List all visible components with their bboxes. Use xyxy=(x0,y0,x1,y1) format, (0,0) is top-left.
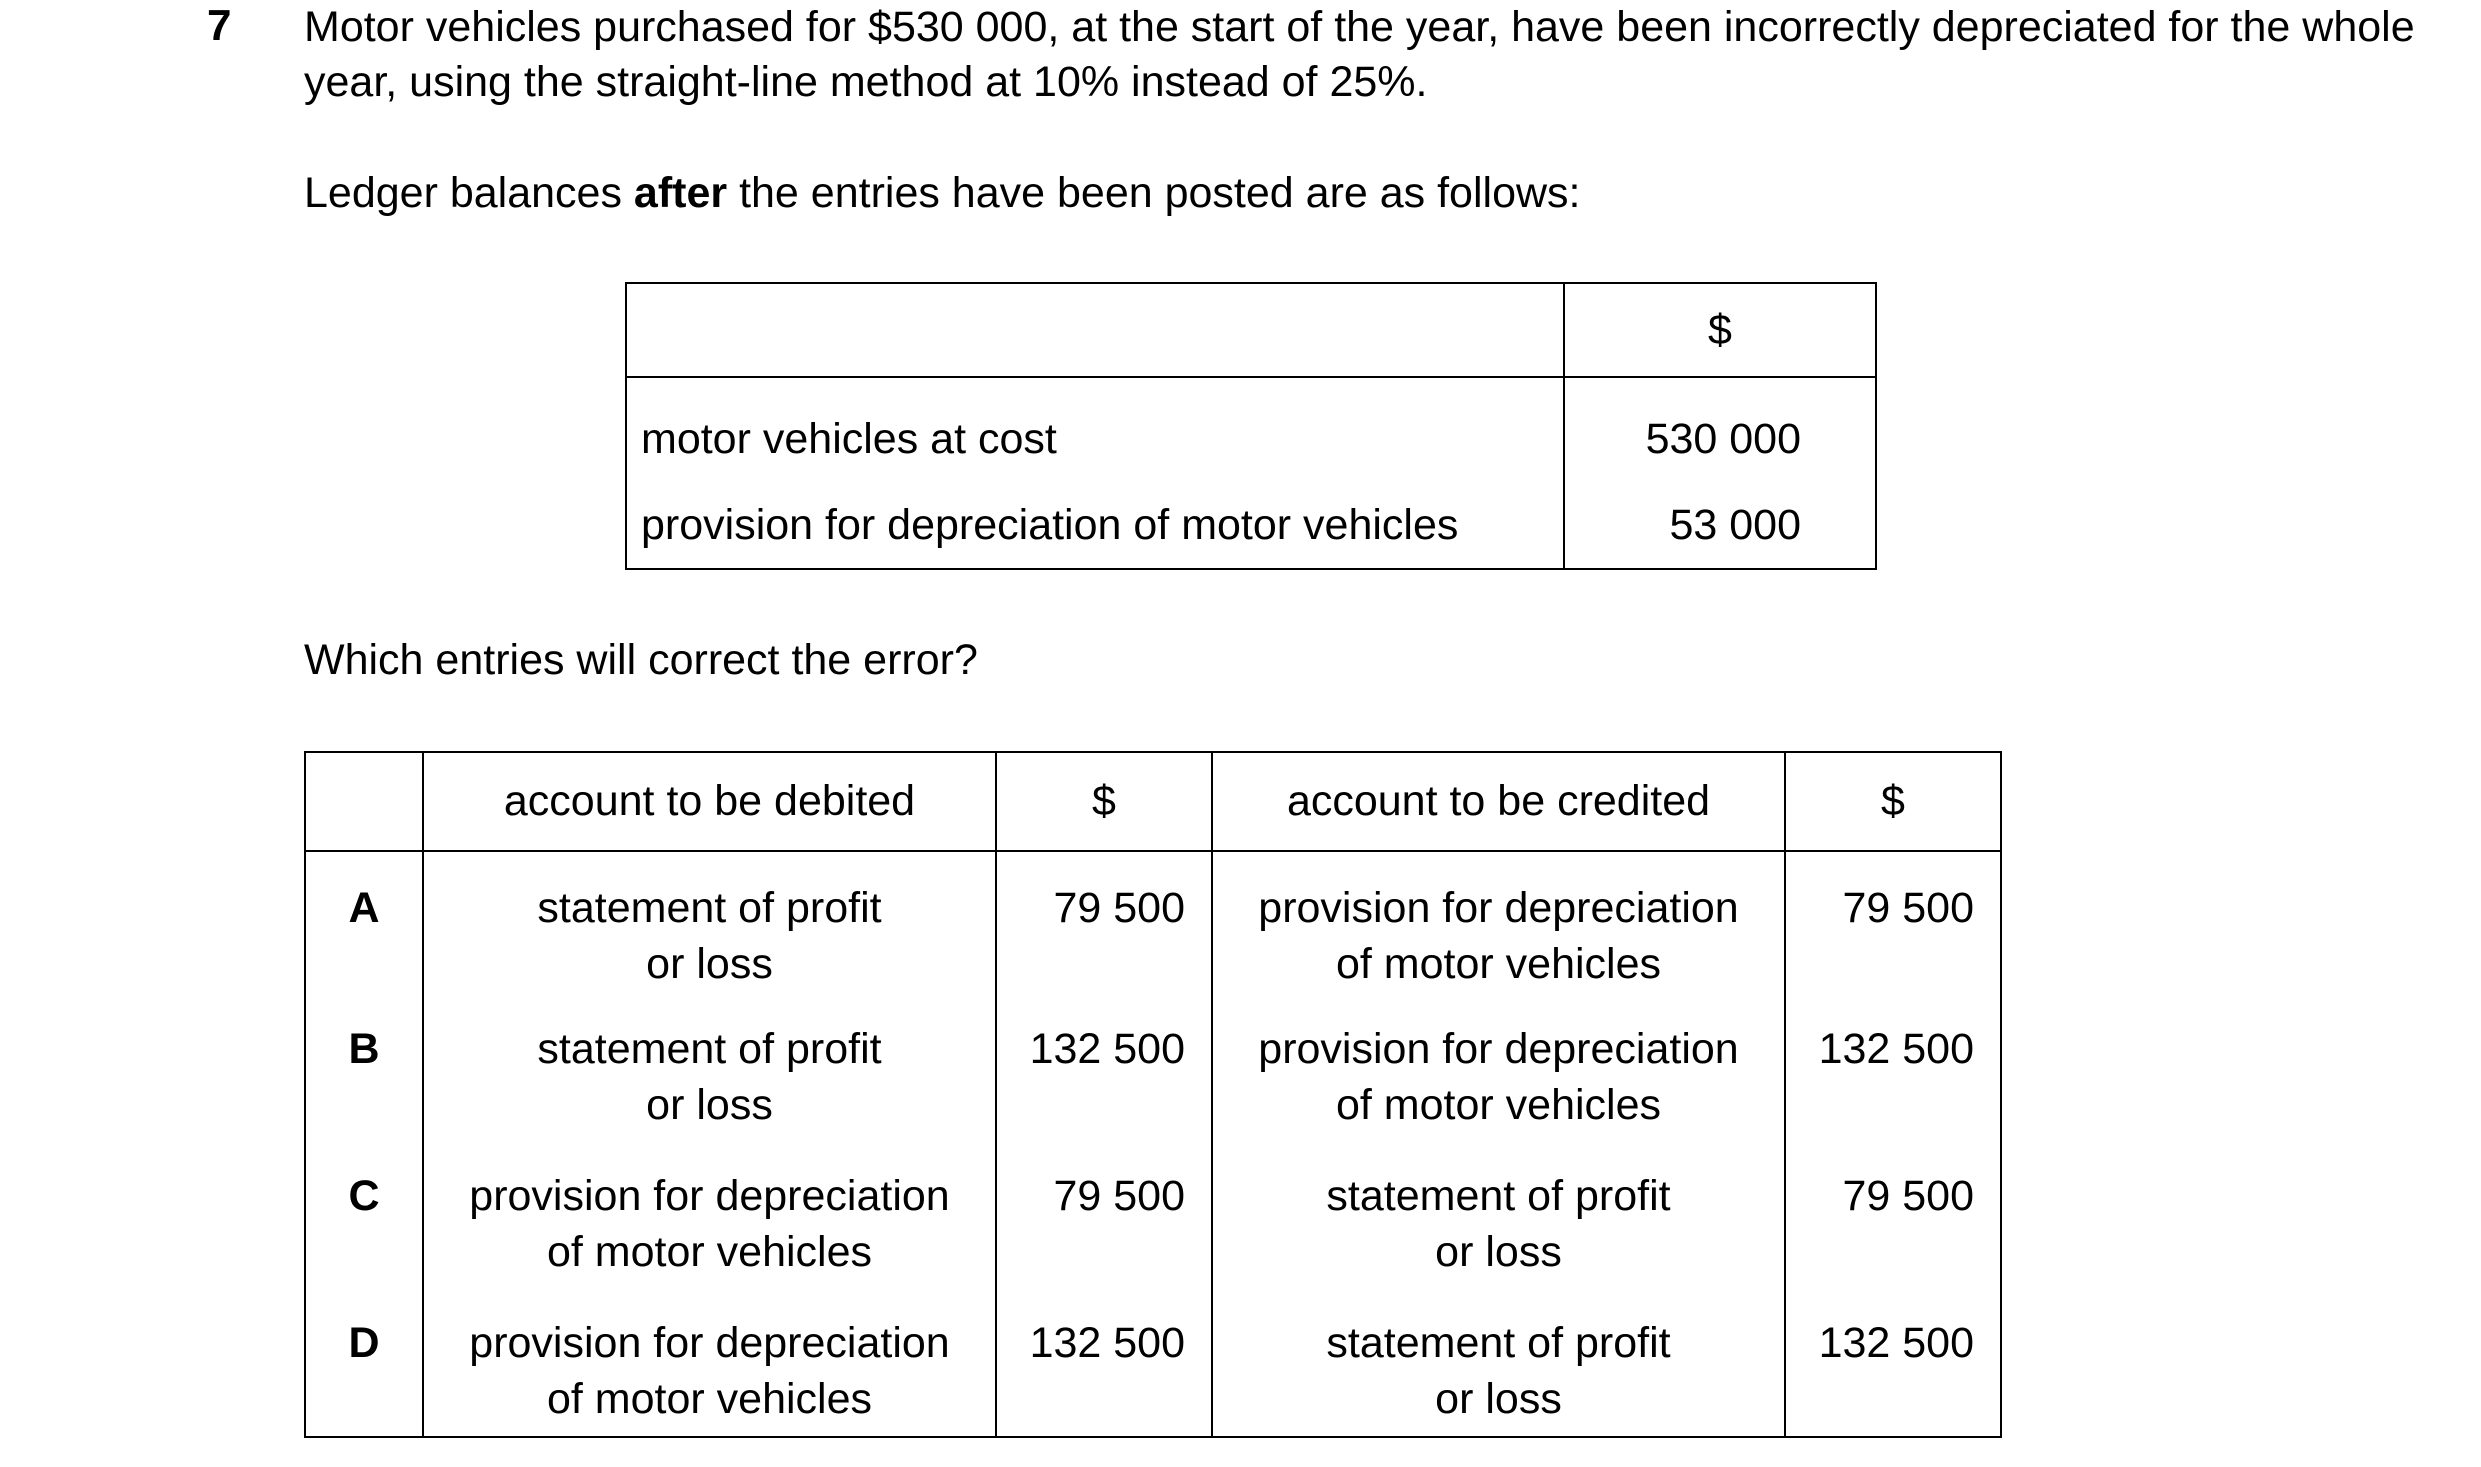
option-credit-line2: of motor vehicles xyxy=(1335,940,1662,988)
options-header-credit-amount: $ xyxy=(1785,752,2001,851)
ledger-intro-end: the entries have been posted are as follows: xyxy=(727,169,1581,217)
ledger-header-currency: $ xyxy=(1564,283,1876,377)
option-debit-line2: of motor vehicles xyxy=(546,1375,873,1423)
option-credit-account xyxy=(1212,1315,1785,1437)
option-debit-line2: or loss xyxy=(646,940,773,988)
option-credit-amount: 79 500 xyxy=(1785,1168,2001,1315)
ledger-amount-1: 53 000 xyxy=(1669,501,1801,549)
option-debit-line1: statement of profit xyxy=(537,884,882,932)
ledger-intro-emphasis: after xyxy=(633,169,728,217)
option-debit-line1: provision for depreciation xyxy=(469,1319,950,1367)
option-debit-account xyxy=(423,1021,996,1168)
option-debit-amount: 79 500 xyxy=(996,1168,1212,1315)
option-row-a[interactable] xyxy=(305,851,2001,1021)
ledger-balances-table xyxy=(625,282,1877,570)
ledger-amounts xyxy=(1564,377,1876,569)
option-debit-amount: 132 500 xyxy=(996,1315,1212,1437)
option-credit-account xyxy=(1212,1168,1785,1315)
option-credit-line1: statement of profit xyxy=(1326,1172,1671,1220)
option-letter: D xyxy=(305,1315,423,1437)
option-credit-line2: of motor vehicles xyxy=(1335,1081,1662,1129)
option-debit-account xyxy=(423,1168,996,1315)
option-debit-account xyxy=(423,851,996,1021)
options-header-row xyxy=(305,752,2001,851)
option-debit-amount: 132 500 xyxy=(996,1021,1212,1168)
options-header-debit-amount: $ xyxy=(996,752,1212,851)
answer-options-table xyxy=(304,751,2002,1438)
ledger-account-1: provision for depreciation of motor vehicles xyxy=(641,501,1459,549)
ledger-accounts xyxy=(626,377,1564,569)
option-credit-line1: provision for depreciation xyxy=(1258,1025,1739,1073)
option-credit-amount: 132 500 xyxy=(1785,1021,2001,1168)
ledger-header-blank xyxy=(626,283,1564,377)
option-debit-account xyxy=(423,1315,996,1437)
question-stem: Motor vehicles purchased for $530 000, at the start of the year, have been incorrectly depreciated for the whole year, using the straight-line method at 10% instead of 25%. xyxy=(304,3,2415,106)
ledger-intro-start: Ledger balances xyxy=(304,169,634,217)
options-header-letter xyxy=(305,752,423,851)
ledger-body-row xyxy=(626,377,1876,569)
option-letter: A xyxy=(305,851,423,1021)
option-row-b[interactable] xyxy=(305,1021,2001,1168)
option-credit-account xyxy=(1212,1021,1785,1168)
option-credit-line2: or loss xyxy=(1435,1228,1562,1276)
option-credit-amount: 79 500 xyxy=(1785,851,2001,1021)
option-row-d[interactable] xyxy=(305,1315,2001,1437)
option-debit-line1: provision for depreciation xyxy=(469,1172,950,1220)
ledger-account-0: motor vehicles at cost xyxy=(641,415,1057,463)
option-debit-amount: 79 500 xyxy=(996,851,1212,1021)
option-debit-line1: statement of profit xyxy=(537,1025,882,1073)
ledger-intro xyxy=(304,166,1581,221)
option-letter: B xyxy=(305,1021,423,1168)
option-credit-line1: statement of profit xyxy=(1326,1319,1671,1367)
option-credit-account xyxy=(1212,851,1785,1021)
option-letter: C xyxy=(305,1168,423,1315)
options-header-debit-account: account to be debited xyxy=(423,752,996,851)
question-prompt: Which entries will correct the error? xyxy=(304,636,978,684)
option-credit-amount: 132 500 xyxy=(1785,1315,2001,1437)
ledger-amount-0: 530 000 xyxy=(1645,415,1801,463)
option-credit-line2: or loss xyxy=(1435,1375,1562,1423)
option-credit-line1: provision for depreciation xyxy=(1258,884,1739,932)
option-debit-line2: or loss xyxy=(646,1081,773,1129)
question-number: 7 xyxy=(207,1,232,50)
option-debit-line2: of motor vehicles xyxy=(546,1228,873,1276)
ledger-header-row xyxy=(626,283,1876,377)
options-header-credit-account: account to be credited xyxy=(1212,752,1785,851)
option-row-c[interactable] xyxy=(305,1168,2001,1315)
